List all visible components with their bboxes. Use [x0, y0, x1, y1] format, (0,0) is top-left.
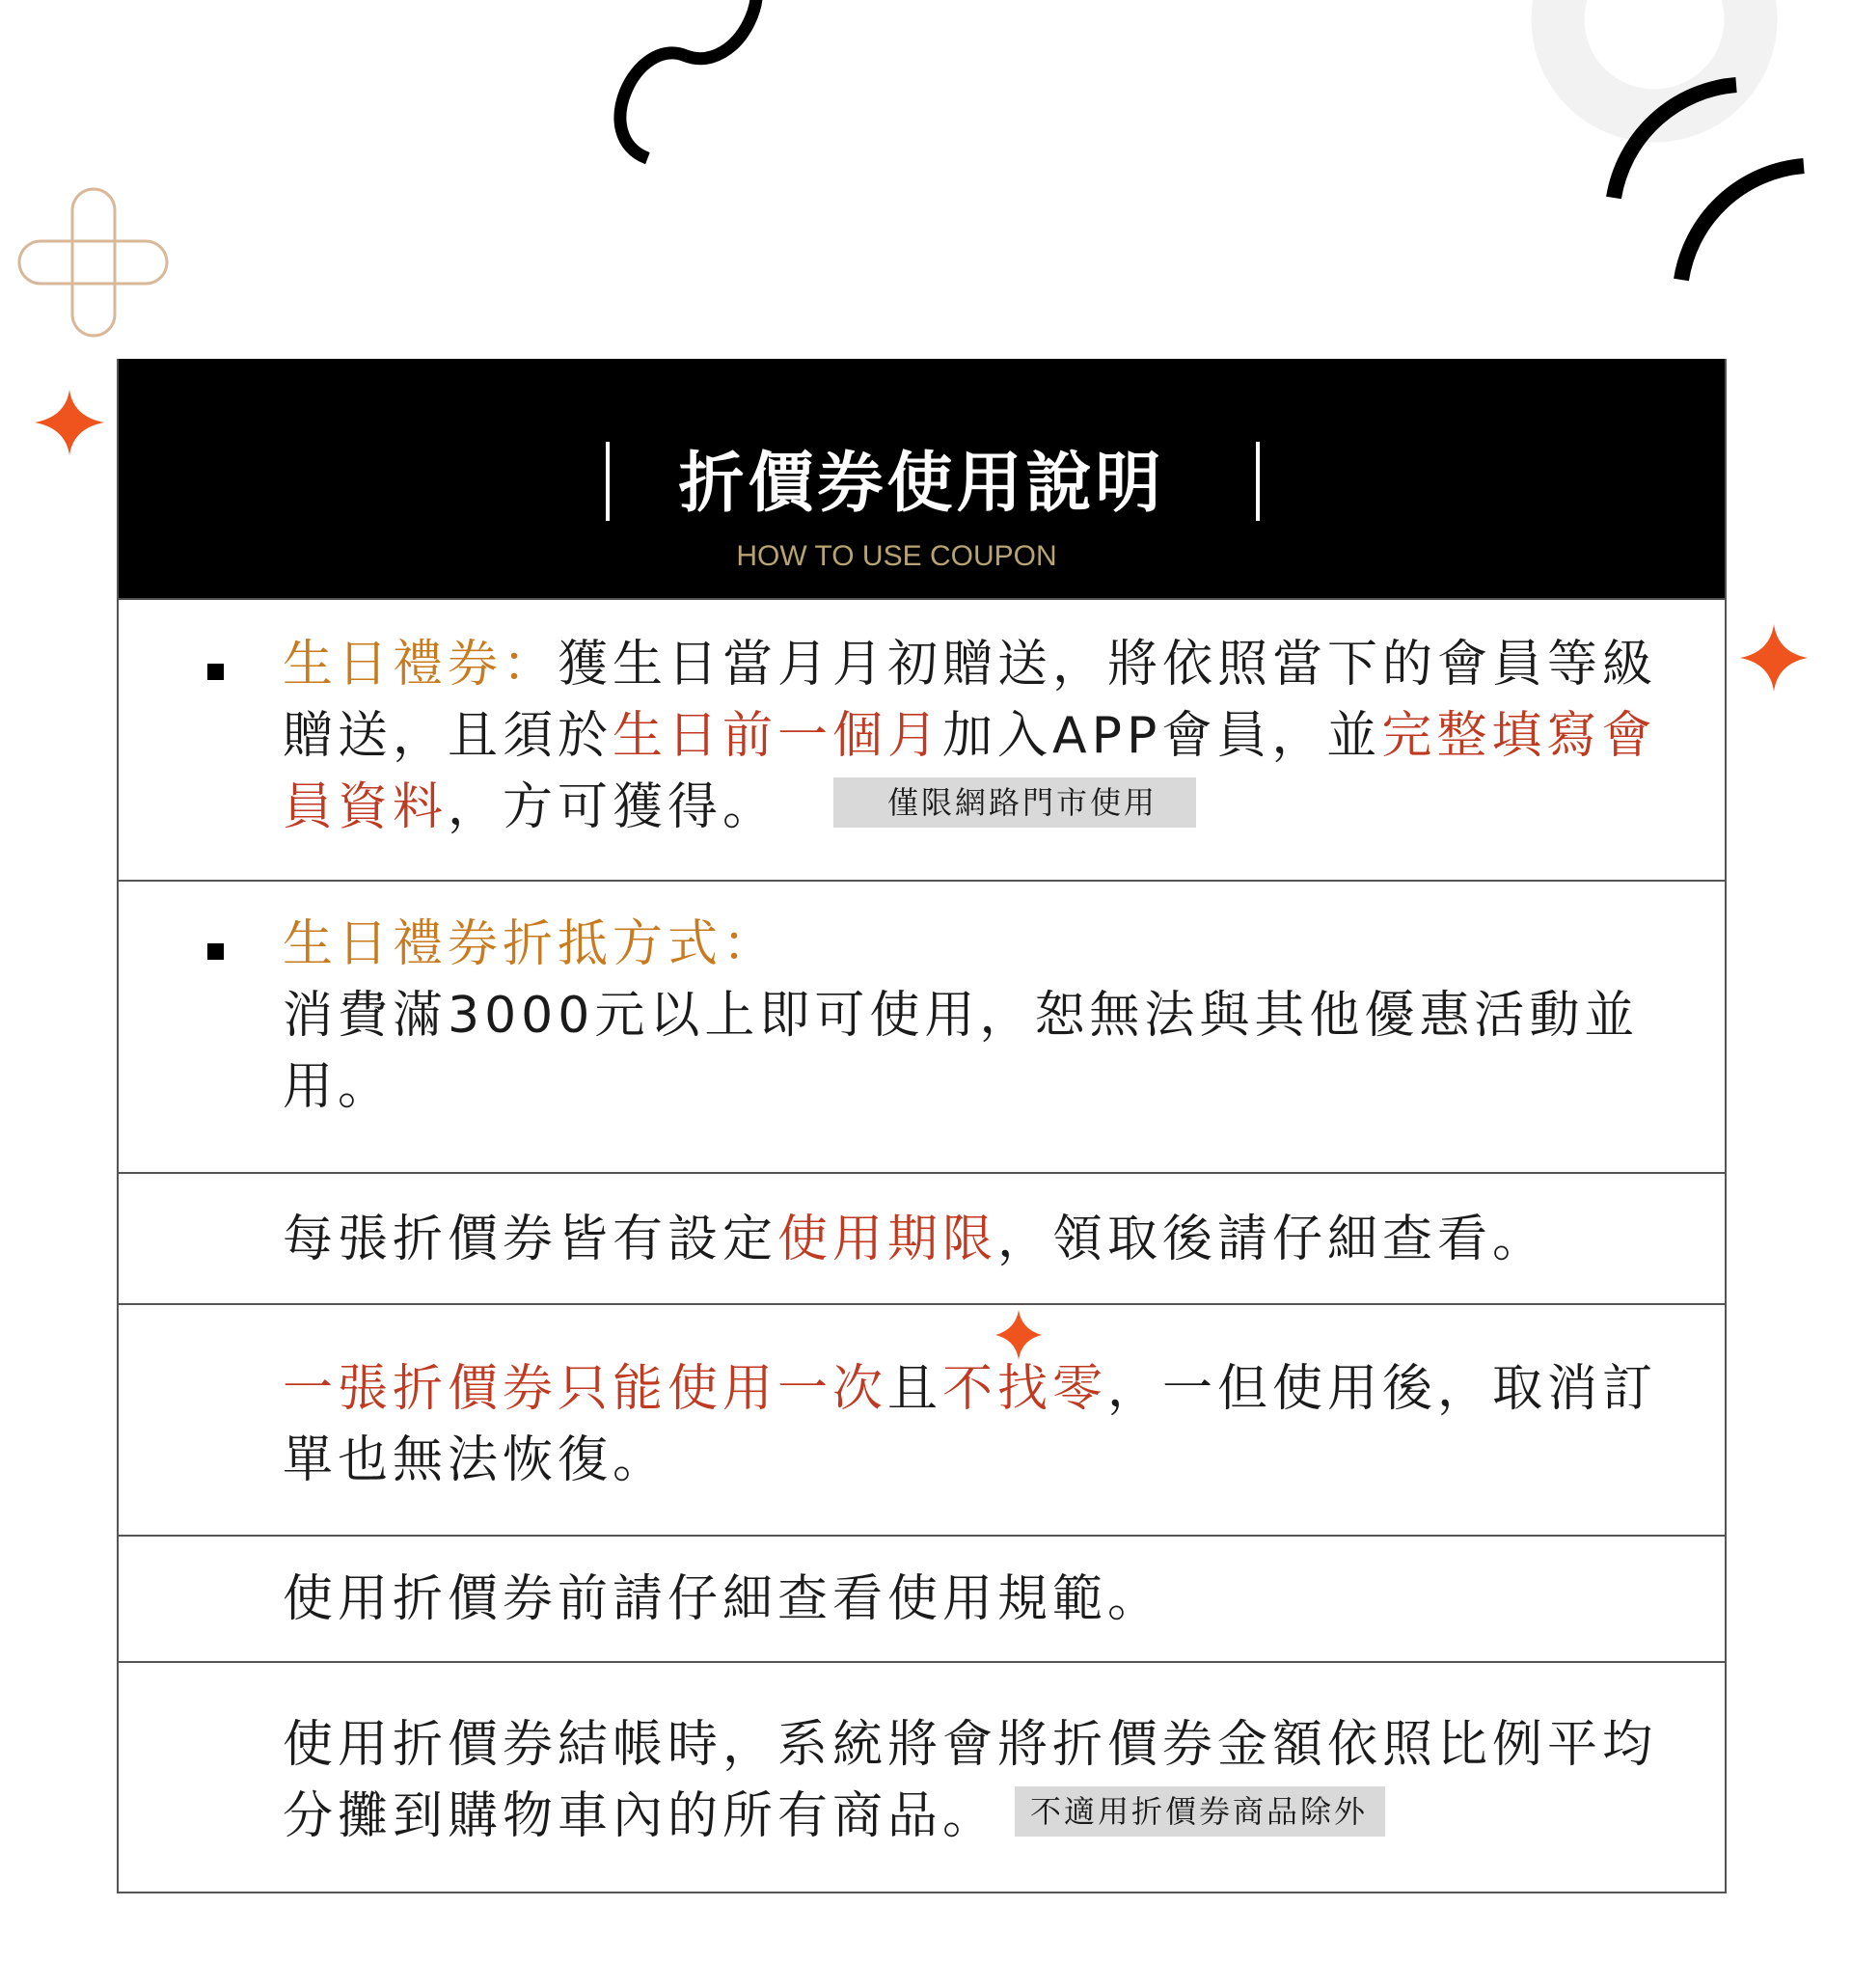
s-curve-decoration — [604, 0, 773, 173]
bullet-square — [207, 943, 224, 960]
rule-text: 使用折價券結帳時，系統將會將折價券金額依照比例平均分攤到購物車內的所有商品。 — [283, 1716, 1658, 1845]
rule-label: 生日禮券： — [283, 636, 558, 694]
rule-text: 且 — [887, 1360, 943, 1418]
rule-text: 獲生日當月月初贈送，將依照當下的會員等級贈送，且須於 — [283, 636, 1658, 765]
page-subtitle: HOW TO USE COUPON — [736, 540, 1057, 572]
rule-highlight: 使用期限 — [777, 1211, 998, 1268]
rule-highlight: 不找零 — [942, 1360, 1108, 1418]
excluded-products-tag: 不適用折價券商品除外 — [1015, 1786, 1385, 1837]
rule-highlight: 一張折價券只能使用一次 — [283, 1360, 888, 1418]
rule-check-terms — [119, 1535, 1725, 1661]
rule-expiry — [119, 1172, 1725, 1303]
coupon-instructions-panel — [117, 359, 1727, 1893]
rule-text: ，領取後請仔細查看。 — [997, 1211, 1548, 1268]
rule-label: 生日禮券折抵方式： — [283, 915, 778, 973]
sparkle-star-right — [1740, 624, 1808, 692]
rule-text: 使用折價券前請仔細查看使用規範。 — [283, 1570, 1163, 1628]
rule-text: 每張折價券皆有設定 — [283, 1211, 778, 1268]
panel-header — [119, 359, 1725, 598]
rule-highlight: 生日前一個月 — [613, 707, 943, 765]
rule-text: ，方可獲得。 — [448, 778, 778, 836]
rule-highlight: 完整填寫會員資料 — [283, 707, 1657, 836]
page-title: 折價券使用說明 — [678, 445, 1165, 522]
grey-ring-decoration — [1558, 0, 1751, 116]
rule-text: ，一但使用後，取消訂單也無法恢復。 — [283, 1360, 1658, 1489]
rule-birthday-coupon — [119, 598, 1725, 880]
plus-outline-decoration — [19, 207, 75, 320]
rule-proration — [119, 1661, 1725, 1892]
online-only-tag: 僅限網路門市使用 — [833, 777, 1196, 828]
rule-single-use — [119, 1303, 1725, 1535]
rule-text: 消費滿3000元以上即可使用，恕無法與其他優惠活動並用。 — [283, 987, 1640, 1116]
bullet-square — [207, 664, 224, 680]
sparkle-star-left — [35, 390, 104, 455]
rule-text: 加入APP會員，並 — [942, 707, 1382, 765]
rule-birthday-redemption — [119, 880, 1725, 1172]
arc-decoration-2 — [1681, 166, 1804, 280]
title-divider-right — [1256, 442, 1260, 521]
